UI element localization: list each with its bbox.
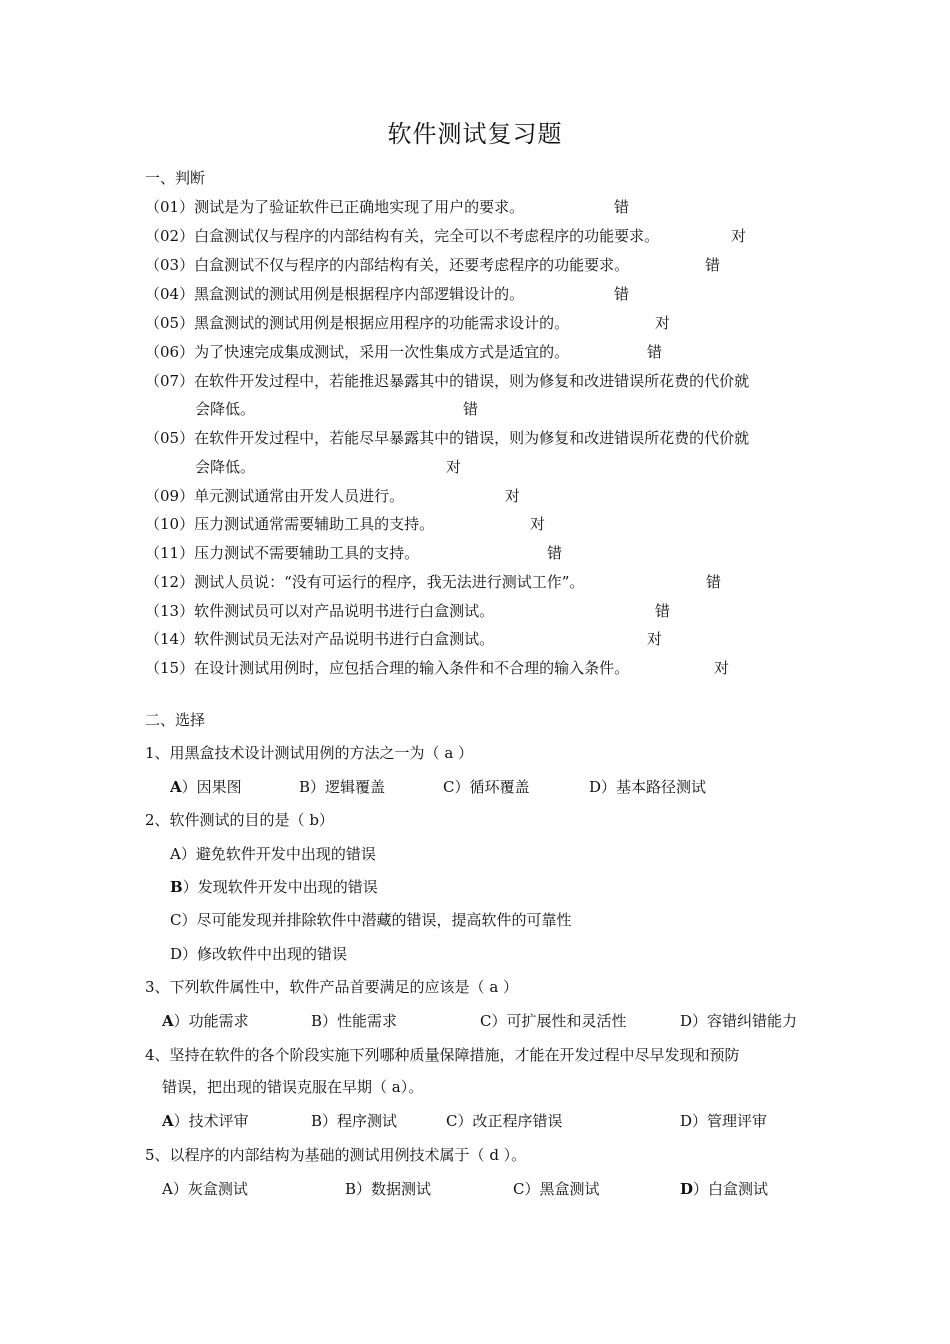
judge-answer: 错 bbox=[706, 573, 722, 591]
judge-text-continued: 会降低。 bbox=[195, 400, 256, 418]
judge-num: （12） bbox=[145, 573, 195, 591]
judge-num: （13） bbox=[145, 602, 195, 620]
judge-num: （07） bbox=[145, 372, 195, 390]
judge-num: （05） bbox=[145, 314, 195, 332]
judge-num: （10） bbox=[145, 515, 195, 533]
judge-text: 黑盒测试的测试用例是根据应用程序的功能需求设计的。 bbox=[194, 314, 570, 332]
judge-answer: 对 bbox=[731, 227, 747, 245]
judge-answer: 错 bbox=[614, 198, 630, 216]
judge-answer: 对 bbox=[446, 458, 462, 476]
q1-option-c: C）循环覆盖 bbox=[443, 778, 530, 796]
q4-option-d: D）管理评审 bbox=[680, 1112, 768, 1130]
judge-num: （15） bbox=[145, 659, 195, 677]
question-4-continued: 错误，把出现的错误克服在早期（ a）。 bbox=[162, 1078, 424, 1096]
question-4: 4、坚持在软件的各个阶段实施下列哪种质量保障措施，才能在开发过程中尽早发现和预防 bbox=[145, 1046, 740, 1064]
q1-option-a: A）因果图 bbox=[170, 778, 242, 796]
judge-num: （11） bbox=[145, 544, 195, 562]
question-5: 5、以程序的内部结构为基础的测试用例技术属于（ d ）。 bbox=[145, 1146, 527, 1164]
judge-num: （14） bbox=[145, 630, 195, 648]
judge-answer: 对 bbox=[714, 659, 730, 677]
judge-answer: 错 bbox=[463, 400, 479, 418]
judge-num: （03） bbox=[145, 256, 195, 274]
judge-text: 测试是为了验证软件已正确地实现了用户的要求。 bbox=[194, 198, 525, 216]
judge-text: 白盒测试仅与程序的内部结构有关，完全可以不考虑程序的功能要求。 bbox=[194, 227, 660, 245]
judge-num: （04） bbox=[145, 285, 195, 303]
judge-num: （06） bbox=[145, 343, 195, 361]
judge-answer: 对 bbox=[655, 314, 671, 332]
judge-answer: 错 bbox=[647, 343, 663, 361]
q3-option-c: C）可扩展性和灵活性 bbox=[480, 1012, 627, 1030]
judge-answer: 错 bbox=[655, 602, 671, 620]
judge-num: （02） bbox=[145, 227, 195, 245]
q4-option-b: B）程序测试 bbox=[311, 1112, 398, 1130]
q4-option-c: C）改正程序错误 bbox=[446, 1112, 563, 1130]
judge-text: 白盒测试不仅与程序的内部结构有关，还要考虑程序的功能要求。 bbox=[194, 256, 630, 274]
q1-option-d: D）基本路径测试 bbox=[589, 778, 707, 796]
judge-text-continued: 会降低。 bbox=[195, 458, 256, 476]
judge-answer: 对 bbox=[505, 487, 521, 505]
q5-option-c: C）黑盒测试 bbox=[513, 1180, 600, 1198]
section-choice-heading: 二、选择 bbox=[145, 711, 206, 729]
q5-option-a: A）灰盒测试 bbox=[162, 1180, 248, 1198]
q2-option-d: D）修改软件中出现的错误 bbox=[170, 945, 348, 963]
judge-text: 黑盒测试的测试用例是根据程序内部逻辑设计的。 bbox=[194, 285, 525, 303]
q2-option-a: A）避免软件开发中出现的错误 bbox=[170, 845, 376, 863]
judge-num: （05） bbox=[145, 429, 195, 447]
q3-option-a: A）功能需求 bbox=[162, 1012, 249, 1030]
judge-num: （01） bbox=[145, 198, 195, 216]
judge-text: 软件测试员无法对产品说明书进行白盒测试。 bbox=[194, 630, 495, 648]
question-2: 2、软件测试的目的是（ b） bbox=[145, 811, 334, 829]
judge-text: 软件测试员可以对产品说明书进行白盒测试。 bbox=[194, 602, 495, 620]
judge-answer: 错 bbox=[547, 544, 563, 562]
judge-answer: 对 bbox=[647, 630, 663, 648]
q4-option-a: A）技术评审 bbox=[162, 1112, 249, 1130]
judge-text: 单元测试通常由开发人员进行。 bbox=[194, 487, 405, 505]
q3-option-d: D）容错纠错能力 bbox=[680, 1012, 798, 1030]
q2-option-c: C）尽可能发现并排除软件中潜藏的错误，提高软件的可靠性 bbox=[170, 911, 572, 929]
judge-answer: 错 bbox=[614, 285, 630, 303]
question-3: 3、下列软件属性中，软件产品首要满足的应该是（ a ） bbox=[145, 978, 519, 996]
judge-text: 在软件开发过程中，若能尽早暴露其中的错误，则为修复和改进错误所花费的代价就 bbox=[194, 429, 750, 447]
judge-text: 在设计测试用例时，应包括合理的输入条件和不合理的输入条件。 bbox=[194, 659, 630, 677]
judge-text: 压力测试通常需要辅助工具的支持。 bbox=[194, 515, 435, 533]
judge-text: 压力测试不需要辅助工具的支持。 bbox=[194, 544, 420, 562]
q5-option-b: B）数据测试 bbox=[345, 1180, 432, 1198]
q2-option-b: B）发现软件开发中出现的错误 bbox=[170, 878, 378, 896]
q1-option-b: B）逻辑覆盖 bbox=[299, 778, 386, 796]
judge-num: （09） bbox=[145, 487, 195, 505]
judge-text: 为了快速完成集成测试，采用一次性集成方式是适宜的。 bbox=[194, 343, 570, 361]
q5-option-d: D）白盒测试 bbox=[680, 1180, 769, 1198]
judge-text: 测试人员说：“没有可运行的程序，我无法进行测试工作”。 bbox=[194, 573, 585, 591]
question-1: 1、用黑盒技术设计测试用例的方法之一为（ a ） bbox=[145, 744, 474, 762]
document-title: 软件测试复习题 bbox=[387, 120, 563, 148]
q3-option-b: B）性能需求 bbox=[311, 1012, 398, 1030]
judge-answer: 对 bbox=[530, 515, 546, 533]
judge-answer: 错 bbox=[705, 256, 721, 274]
section-judge-heading: 一、判断 bbox=[145, 169, 206, 187]
judge-text: 在软件开发过程中，若能推迟暴露其中的错误，则为修复和改进错误所花费的代价就 bbox=[194, 372, 750, 390]
